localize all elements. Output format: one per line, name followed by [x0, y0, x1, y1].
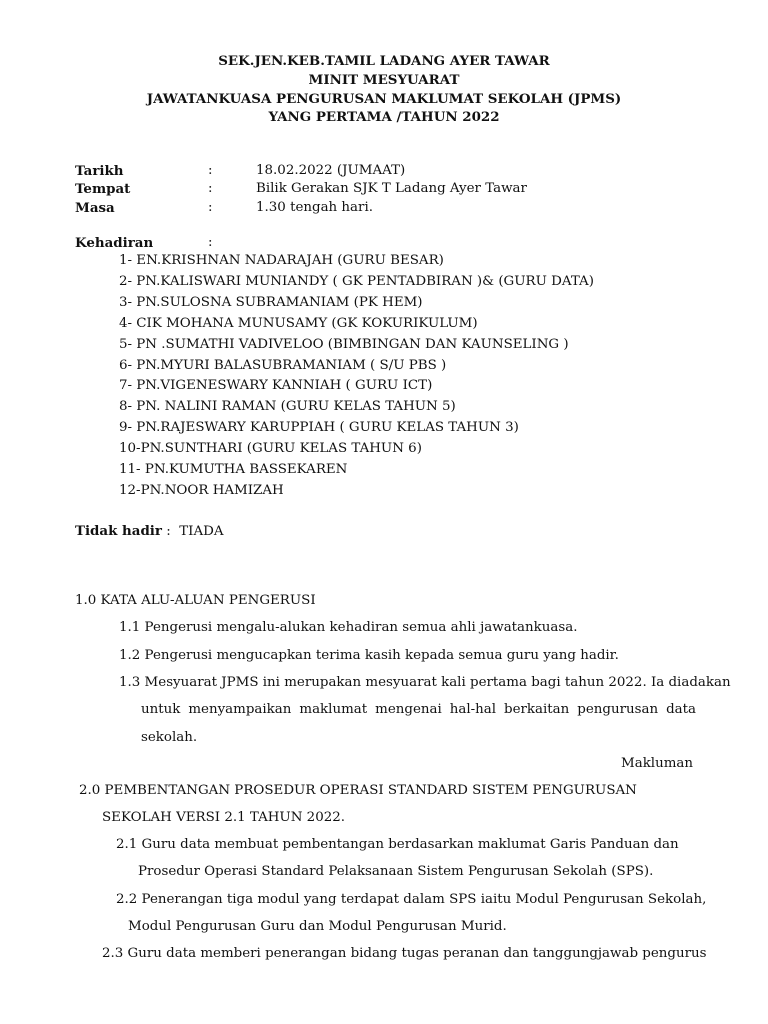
section2-item-1-line1: 2.1 Guru data membuat pembentangan berdasarkan maklumat Garis Panduan dan	[116, 837, 679, 852]
attendee-item: 11- PN.KUMUTHA BASSEKAREN	[119, 462, 348, 477]
date-sep: :	[208, 163, 213, 178]
section2-item-3-line1: 2.3 Guru data memberi penerangan bidang tugas peranan dan tanggungjawab pengurus	[102, 946, 707, 961]
section1-item-3-line2: untuk menyampaikan maklumat mengenai hal-hal berkaitan pengurusan data	[141, 702, 696, 717]
attendee-item: 3- PN.SULOSNA SUBRAMANIAM (PK HEM)	[119, 295, 423, 310]
date-value: 18.02.2022 (JUMAAT)	[256, 163, 406, 178]
section1-heading: 1.0 KATA ALU-ALUAN PENGERUSI	[75, 593, 316, 608]
date-label: Tarikh	[75, 163, 124, 179]
absent-sep: :	[161, 524, 180, 539]
attendee-item: 10-PN.SUNTHARI (GURU KELAS TAHUN 6)	[119, 441, 422, 456]
absent-label: Tidak hadir	[75, 523, 162, 539]
attendee-item: 7- PN.VIGENESWARY KANNIAH ( GURU ICT)	[119, 378, 433, 393]
absent-value: TIADA	[179, 524, 224, 539]
attendance-label: Kehadiran	[75, 235, 154, 251]
attendee-item: 8- PN. NALINI RAMAN (GURU KELAS TAHUN 5)	[119, 399, 456, 414]
section2-item-2-line2: Modul Pengurusan Guru dan Modul Pengurusan Murid.	[128, 919, 507, 934]
section2-item-2-line1: 2.2 Penerangan tiga modul yang terdapat dalam SPS iaitu Modul Pengurusan Sekolah,	[116, 892, 707, 907]
absent-line	[75, 522, 224, 541]
section2-heading-line2: SEKOLAH VERSI 2.1 TAHUN 2022.	[102, 810, 346, 825]
school-name: SEK.JEN.KEB.TAMIL LADANG AYER TAWAR	[218, 53, 550, 69]
place-value: Bilik Gerakan SJK T Ladang Ayer Tawar	[256, 181, 527, 196]
doc-type: MINIT MESYUARAT	[308, 72, 460, 88]
attendance-sep: :	[208, 235, 213, 250]
attendee-item: 9- PN.RAJESWARY KARUPPIAH ( GURU KELAS TAHUN 3)	[119, 420, 519, 435]
attendee-item: 12-PN.NOOR HAMIZAH	[119, 483, 284, 498]
section1-item-3-line1: 1.3 Mesyuarat JPMS ini merupakan mesyuarat kali pertama bagi tahun 2022. Ia diadakan	[119, 675, 731, 690]
section2-item-1-line2: Prosedur Operasi Standard Pelaksanaan Sistem Pengurusan Sekolah (SPS).	[138, 864, 654, 879]
section1-item-2: 1.2 Pengerusi mengucapkan terima kasih kepada semua guru yang hadir.	[119, 648, 619, 663]
attendee-item: 1- EN.KRISHNAN NADARAJAH (GURU BESAR)	[119, 253, 444, 268]
attendee-item: 5- PN .SUMATHI VADIVELOO (BIMBINGAN DAN KAUNSELING )	[119, 337, 569, 352]
attendee-item: 4- CIK MOHANA MUNUSAMY (GK KOKURIKULUM)	[119, 316, 478, 331]
time-sep: :	[208, 200, 213, 215]
meeting-number: YANG PERTAMA /TAHUN 2022	[268, 109, 500, 125]
section1-note: Makluman	[621, 756, 694, 771]
time-label: Masa	[75, 200, 115, 216]
section1-item-3-line3: sekolah.	[141, 730, 198, 745]
section2-heading-line1: 2.0 PEMBENTANGAN PROSEDUR OPERASI STANDARD SISTEM PENGURUSAN	[79, 783, 637, 798]
section1-item-1: 1.1 Pengerusi mengalu-alukan kehadiran semua ahli jawatankuasa.	[119, 620, 578, 635]
attendee-item: 2- PN.KALISWARI MUNIANDY ( GK PENTADBIRAN )& (GURU DATA)	[119, 274, 594, 289]
attendee-item: 6- PN.MYURI BALASUBRAMANIAM ( S/U PBS )	[119, 358, 447, 373]
place-label: Tempat	[75, 181, 131, 197]
time-value: 1.30 tengah hari.	[256, 200, 373, 215]
place-sep: :	[208, 181, 213, 196]
committee-name: JAWATANKUASA PENGURUSAN MAKLUMAT SEKOLAH (JPMS)	[146, 91, 622, 107]
